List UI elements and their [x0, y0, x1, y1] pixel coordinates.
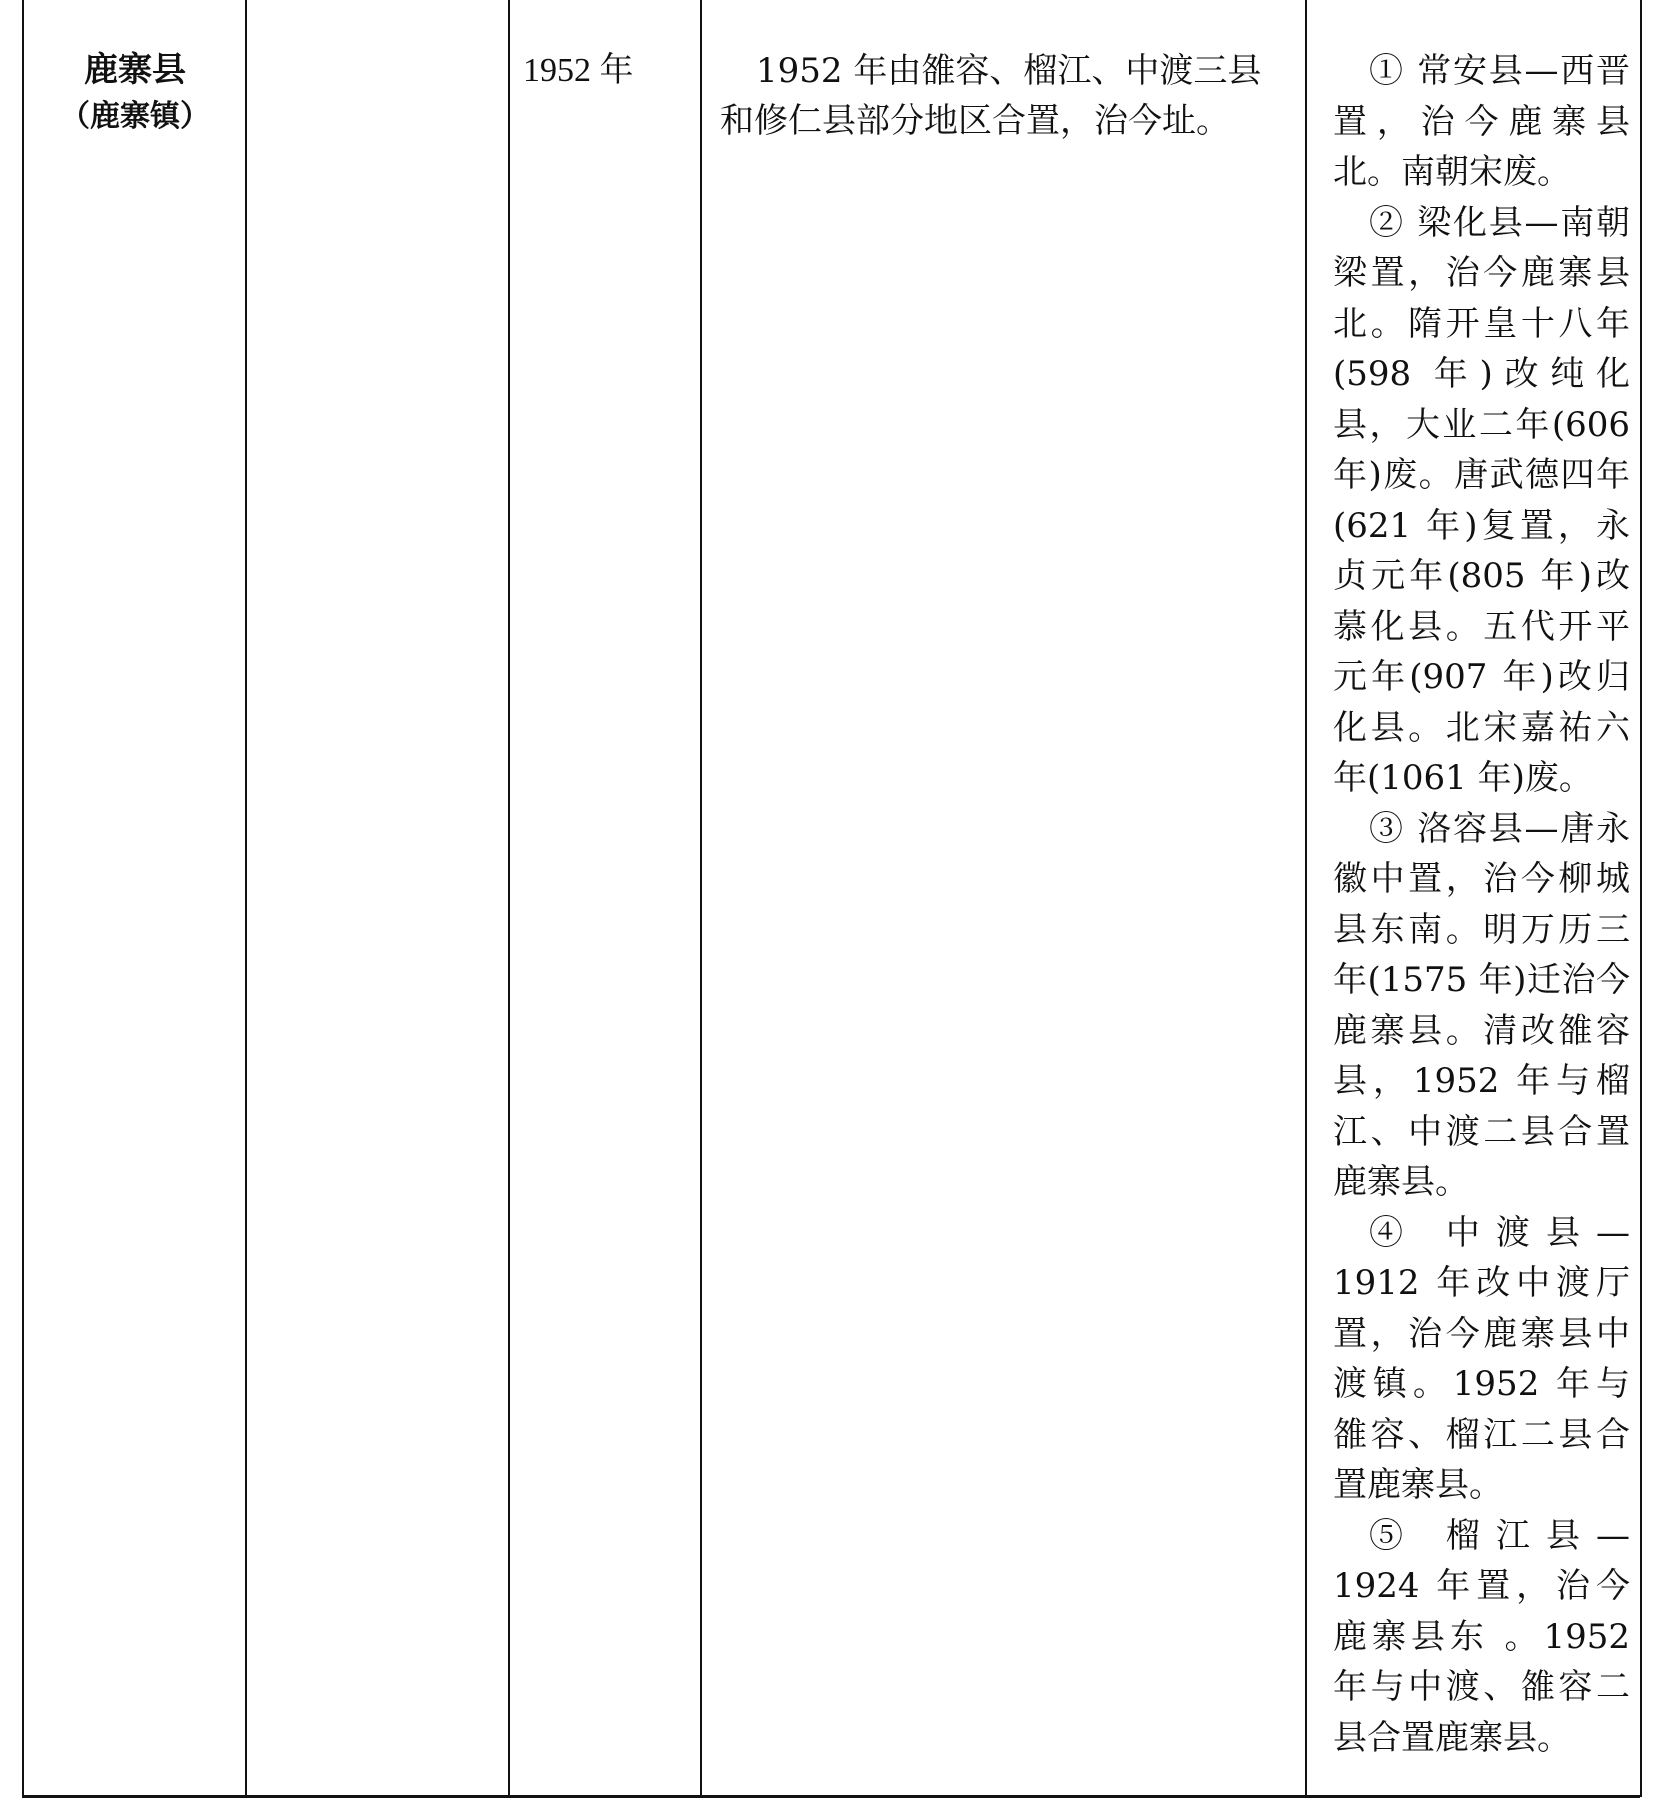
- note-item: ① 常安县—西晋置，治今鹿寨县北。南朝宋废。: [1333, 51, 1630, 192]
- column-divider: [1305, 0, 1307, 1797]
- column-divider: [22, 0, 24, 1797]
- column-divider: [508, 0, 510, 1797]
- column-divider: [245, 0, 247, 1797]
- change-description-cell: [720, 46, 1290, 146]
- note-item: ② 梁化县—南朝梁置，治今鹿寨县北。隋开皇十八年(598 年)改纯化县，大业二年(606年)废。唐武德四年(621 年)复置，永贞元年(805 年)改慕化县。五代开平元年(907 年)改归化县。北宋嘉祐六年(1061 年)废。: [1333, 202, 1630, 798]
- county-name: 鹿寨县: [84, 50, 186, 90]
- note-item: ⑤ 榴江县—1924 年置，治今鹿寨县东 。1952 年与中渡、雒容二县合置鹿寨县。: [1333, 1515, 1630, 1758]
- table-bottom-border: [22, 1795, 1640, 1798]
- notes-cell: [1333, 46, 1630, 1763]
- column-divider: [1640, 0, 1642, 1797]
- year-cell: 1952 年: [523, 52, 634, 89]
- note-item: ④ 中渡县—1912 年改中渡厅置，治今鹿寨县中渡镇。1952 年与雒容、榴江二县合置鹿寨县。: [1333, 1212, 1630, 1505]
- county-name-cell: [30, 45, 240, 139]
- county-seat: （鹿寨镇）: [60, 99, 210, 134]
- note-item: ③ 洛容县—唐永徽中置，治今柳城县东南。明万历三年(1575 年)迁治今鹿寨县。清改雒容县，1952 年与榴江、中渡二县合置鹿寨县。: [1333, 808, 1630, 1202]
- column-divider: [700, 0, 702, 1797]
- change-description: 1952 年由雒容、榴江、中渡三县和修仁县部分地区合置，治今址。: [720, 51, 1262, 141]
